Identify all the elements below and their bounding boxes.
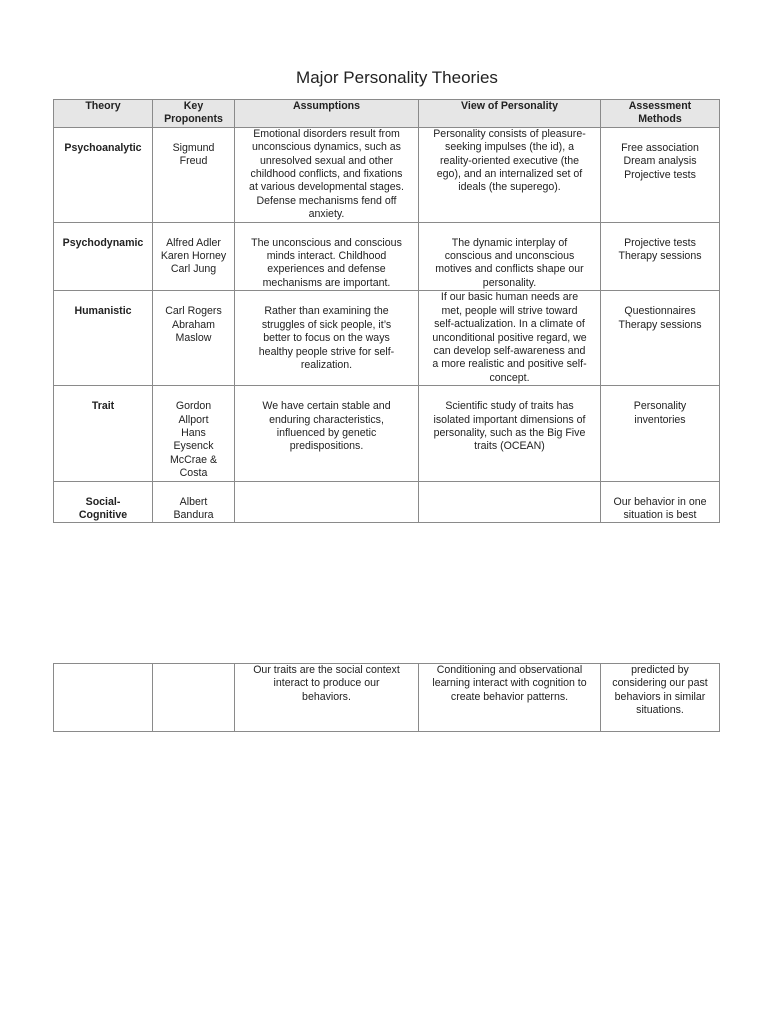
assessment-methods-cell [601, 664, 720, 732]
view-of-personality-cell [419, 481, 601, 523]
cell-text-line: healthy people strive for self- [258, 345, 395, 358]
cell-text-line: struggles of sick people, it’s [261, 318, 392, 331]
cell-text-line: Allport [178, 413, 209, 426]
cell-text-line: mechanisms are important. [262, 276, 391, 289]
cell-text-line: personality, such as the Big Five [433, 426, 586, 439]
table-row [54, 481, 720, 523]
cell-text-line: Dream analysis [623, 155, 697, 168]
cell-text-line: predicted by [631, 664, 689, 676]
cell-text-line: minds interact. Childhood [266, 250, 387, 263]
cell-text-line: Key [183, 100, 204, 112]
cell-text-line: interact to produce our [273, 677, 380, 690]
cell-text-line: behaviors in similar [614, 690, 706, 703]
key-proponents [153, 386, 235, 481]
header-assessment-methods [601, 100, 720, 128]
theory-name [54, 127, 153, 222]
table-row [54, 664, 720, 732]
page-title: Major Personality Theories [296, 68, 498, 87]
key-proponents [153, 664, 235, 732]
assessment-methods-cell [601, 222, 720, 291]
table-row [54, 127, 720, 222]
cell-text-line: personality. [482, 276, 537, 289]
theory-name [54, 222, 153, 291]
cell-text-line: Our behavior in one [613, 495, 707, 508]
cell-text-line: Psychodynamic [62, 236, 144, 249]
table-row [54, 222, 720, 291]
cell-text-line: influenced by genetic [276, 426, 377, 439]
cell-text-line: View of Personality [461, 100, 558, 112]
cell-text-line: Theory [85, 100, 121, 112]
table-row [54, 291, 720, 386]
cell-text-line: The dynamic interplay of [451, 236, 568, 249]
cell-text-line: Maslow [175, 332, 212, 345]
cell-text-line: Therapy sessions [618, 318, 702, 331]
view-of-personality-cell [419, 127, 601, 222]
cell-text-line: a more realistic and positive self- [432, 358, 587, 371]
cell-text-line: at various developmental stages. [249, 181, 404, 194]
cell-text-line: Albert [179, 495, 208, 508]
key-proponents [153, 291, 235, 386]
cell-text-line: experiences and defense [267, 263, 386, 276]
cell-text-line: behaviors. [302, 690, 351, 703]
cell-text-line: Costa [179, 467, 208, 480]
cell-text-line: motives and conflicts shape our [435, 263, 584, 276]
cell-text-line: unconscious dynamics, such as [252, 141, 401, 154]
cell-text-line: Proponents [164, 113, 223, 126]
cell-text-line: Therapy sessions [618, 250, 702, 263]
cell-text-line: Psychoanalytic [64, 141, 142, 154]
cell-text-line: Carl Rogers [165, 305, 222, 318]
cell-text-line: self-actualization. In a climate of [434, 318, 585, 331]
cell-text-line: realization. [300, 358, 353, 371]
assumptions-cell [235, 291, 419, 386]
key-proponents [153, 222, 235, 291]
view-of-personality-cell [419, 222, 601, 291]
cell-text-line: unconditional positive regard, we [432, 331, 587, 344]
cell-text-line: learning interact with cognition to [432, 677, 587, 690]
header-row [54, 100, 720, 128]
header-view-of-personality [419, 100, 601, 128]
cell-text-line: Our traits are the social context [253, 664, 400, 676]
header-assumptions [235, 100, 419, 128]
cell-text-line: Carl Jung [170, 263, 217, 276]
cell-text-line: Assessment [628, 100, 692, 112]
cell-text-line: considering our past [612, 677, 708, 690]
cell-text-line: Defense mechanisms fend off [256, 194, 397, 207]
assumptions-cell [235, 222, 419, 291]
assumptions-cell [235, 386, 419, 481]
cell-text-line: Cognitive [78, 508, 128, 521]
cell-text-line: Alfred Adler [166, 236, 221, 249]
cell-text-line: conscious and unconscious [444, 250, 575, 263]
cell-text-line: Assumptions [292, 100, 361, 112]
cell-text-line: Personality [633, 400, 687, 413]
cell-text-line: ego), and an internalized set of [436, 168, 583, 181]
cell-text-line: If our basic human needs are [440, 291, 579, 304]
assumptions-cell [235, 664, 419, 732]
theory-name [54, 664, 153, 732]
header-theory [54, 100, 153, 128]
cell-text-line: Trait [91, 400, 115, 413]
cell-text-line: Humanistic [74, 305, 132, 318]
cell-text-line: Free association [621, 141, 699, 154]
personality-theories-table-continued [53, 663, 720, 732]
assessment-methods-cell [601, 291, 720, 386]
personality-theories-table [53, 99, 720, 523]
cell-text-line: Eysenck [173, 440, 214, 453]
cell-text-line: Abraham [172, 318, 215, 331]
cell-text-line: Hans [181, 426, 206, 439]
cell-text-line: traits (OCEAN) [474, 440, 545, 453]
assumptions-cell [235, 481, 419, 523]
cell-text-line: Freud [179, 155, 208, 168]
cell-text-line: Bandura [173, 508, 214, 521]
cell-text-line: anxiety. [308, 208, 345, 221]
cell-text-line: Scientific study of traits has [445, 400, 574, 413]
cell-text-line: better to focus on the ways [263, 332, 390, 345]
view-of-personality-cell [419, 664, 601, 732]
cell-text-line: situations. [636, 704, 684, 717]
cell-text-line: predispositions. [289, 440, 364, 453]
cell-text-line: isolated important dimensions of [433, 413, 586, 426]
cell-text-line: Karen Horney [160, 250, 227, 263]
cell-text-line: Conditioning and observational [436, 664, 583, 676]
cell-text-line: Personality consists of pleasure- [433, 127, 586, 140]
cell-text-line: The unconscious and conscious [251, 236, 402, 249]
cell-text-line: childhood conflicts, and fixations [250, 168, 403, 181]
cell-text-line: Questionnaires [624, 305, 696, 318]
cell-text-line: create behavior patterns. [450, 690, 569, 703]
cell-text-line: Projective tests [624, 236, 696, 249]
assumptions-cell [235, 127, 419, 222]
table-row [54, 386, 720, 481]
assessment-methods-cell [601, 386, 720, 481]
assessment-methods-cell [601, 127, 720, 222]
theory-name [54, 386, 153, 481]
cell-text-line: Projective tests [624, 168, 696, 181]
cell-text-line: Gordon [175, 400, 212, 413]
assessment-methods-cell [601, 481, 720, 523]
cell-text-line: inventories [634, 413, 686, 426]
cell-text-line: seeking impulses (the id), a [445, 141, 574, 154]
theory-name [54, 291, 153, 386]
cell-text-line: Emotional disorders result from [253, 127, 400, 140]
view-of-personality-cell [419, 291, 601, 386]
cell-text-line: Sigmund [172, 141, 215, 154]
header-key-proponents [153, 100, 235, 128]
cell-text-line: concept. [489, 371, 530, 384]
cell-text-line: Social- [85, 495, 121, 508]
cell-text-line: situation is best [623, 508, 697, 521]
cell-text-line: can develop self-awareness and [433, 344, 586, 357]
cell-text-line: ideals (the superego). [458, 181, 561, 194]
cell-text-line: Methods [638, 113, 682, 126]
theory-name [54, 481, 153, 523]
key-proponents [153, 481, 235, 523]
cell-text-line: unresolved sexual and other [259, 154, 394, 167]
cell-text-line: enduring characteristics, [269, 413, 384, 426]
cell-text-line: met, people will strive toward [441, 304, 578, 317]
key-proponents [153, 127, 235, 222]
cell-text-line: We have certain stable and [262, 400, 391, 413]
view-of-personality-cell [419, 386, 601, 481]
cell-text-line: Rather than examining the [264, 305, 389, 318]
cell-text-line: reality-oriented executive (the [440, 154, 579, 167]
cell-text-line: McCrae & [169, 453, 218, 466]
